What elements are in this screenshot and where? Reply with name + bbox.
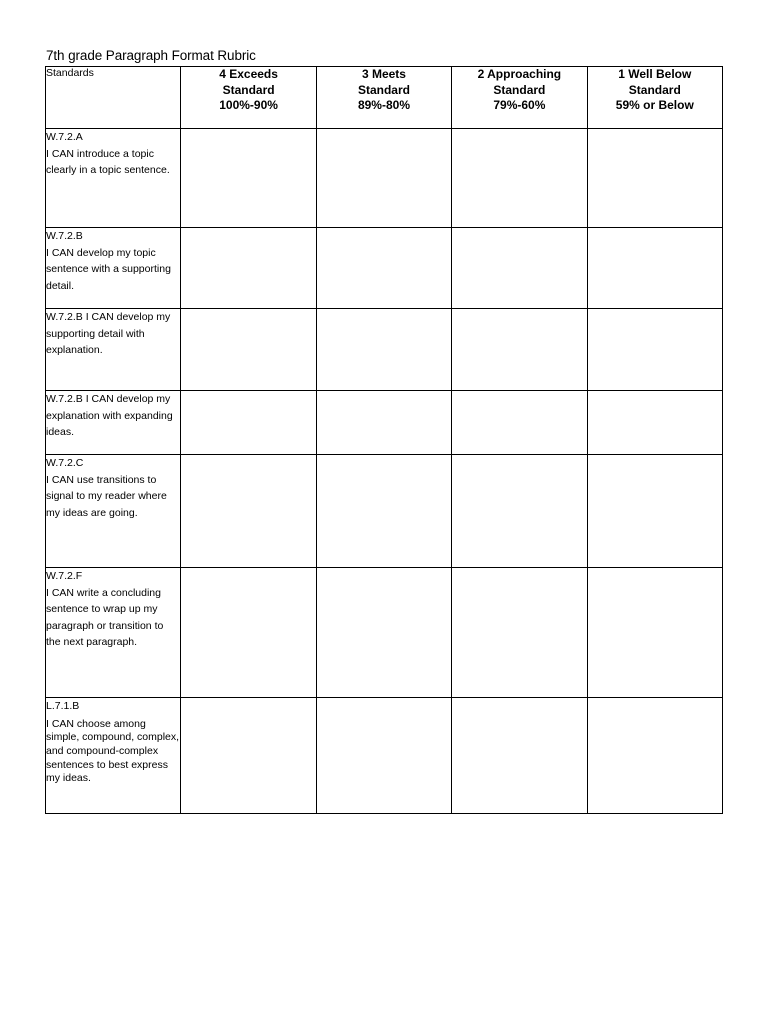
table-row [46,455,723,568]
table-row [46,568,723,698]
score-cell [316,129,451,228]
score-cell [181,228,316,309]
header-row [46,67,723,129]
standard-cell [46,698,181,814]
score-cell [452,698,587,814]
score-cell [587,698,722,814]
score-cell [452,455,587,568]
standard-cell [46,455,181,568]
level-header-subtitle: Standard [357,82,410,97]
standard-text: I CAN develop my supporting detail with explanation. [46,311,171,356]
page-title: 7th grade Paragraph Format Rubric [46,48,256,63]
level-header-3 [316,67,451,129]
score-cell [181,698,316,814]
standard-code: W.7.2.A [46,131,83,143]
standard-cell [46,228,181,309]
level-header-range: 79%-60% [493,98,546,112]
score-cell [181,309,316,391]
score-cell [316,568,451,698]
score-cell [452,568,587,698]
standard-cell [46,568,181,698]
level-header-4 [181,67,316,129]
score-cell [587,391,722,455]
standard-code: W.7.2.C [46,457,84,469]
table-row [46,391,723,455]
level-header-subtitle: Standard [628,82,681,97]
score-cell [181,391,316,455]
standard-description [46,391,180,441]
standard-description: I CAN choose among simple, compound, complex, and compound-complex sentences to best express my ideas. [46,717,180,785]
table-row [46,698,723,814]
score-cell [587,568,722,698]
standard-description: I CAN use transitions to signal to my reader where my ideas are going. [46,473,167,519]
score-cell [316,391,451,455]
score-cell [316,309,451,391]
standard-code: L.7.1.B [46,700,80,712]
table-row [46,129,723,228]
score-cell [316,228,451,309]
score-cell [181,568,316,698]
score-cell [587,129,722,228]
standard-description: I CAN develop my topic sentence with a supporting detail. [46,246,171,292]
score-cell [452,309,587,391]
level-header-title: 2 Approaching [477,67,562,81]
score-cell [587,228,722,309]
score-cell [316,698,451,814]
level-header-title: 4 Exceeds [219,67,278,81]
level-header-2 [452,67,587,129]
score-cell [316,455,451,568]
standard-description [46,309,180,359]
table-row [46,228,723,309]
level-header-1 [587,67,722,129]
level-header-subtitle: Standard [222,82,275,97]
level-header-range: 100%-90% [219,98,278,112]
score-cell [452,391,587,455]
score-cell [181,455,316,568]
standard-description: I CAN write a concluding sentence to wrap up my paragraph or transition to the next paragraph. [46,586,164,648]
standard-code: W.7.2.B [46,230,83,242]
level-header-title: 3 Meets [361,67,406,81]
standard-code: W.7.2.B [46,393,83,405]
score-cell [452,228,587,309]
table-row [46,309,723,391]
standard-cell [46,129,181,228]
level-header-range: 89%-80% [357,98,410,112]
standard-code: W.7.2.F [46,570,83,582]
level-header-title: 1 Well Below [618,67,692,81]
standard-cell [46,391,181,455]
level-header-subtitle: Standard [493,82,546,97]
level-header-range: 59% or Below [615,98,694,112]
score-cell [452,129,587,228]
score-cell [587,455,722,568]
score-cell [587,309,722,391]
standard-code: W.7.2.B [46,311,83,323]
standards-header: Standards [46,67,181,129]
standard-cell [46,309,181,391]
standard-text: I CAN develop my explanation with expanding ideas. [46,393,173,438]
score-cell [181,129,316,228]
rubric-table [45,66,723,814]
standard-description: I CAN introduce a topic clearly in a topic sentence. [46,147,170,176]
